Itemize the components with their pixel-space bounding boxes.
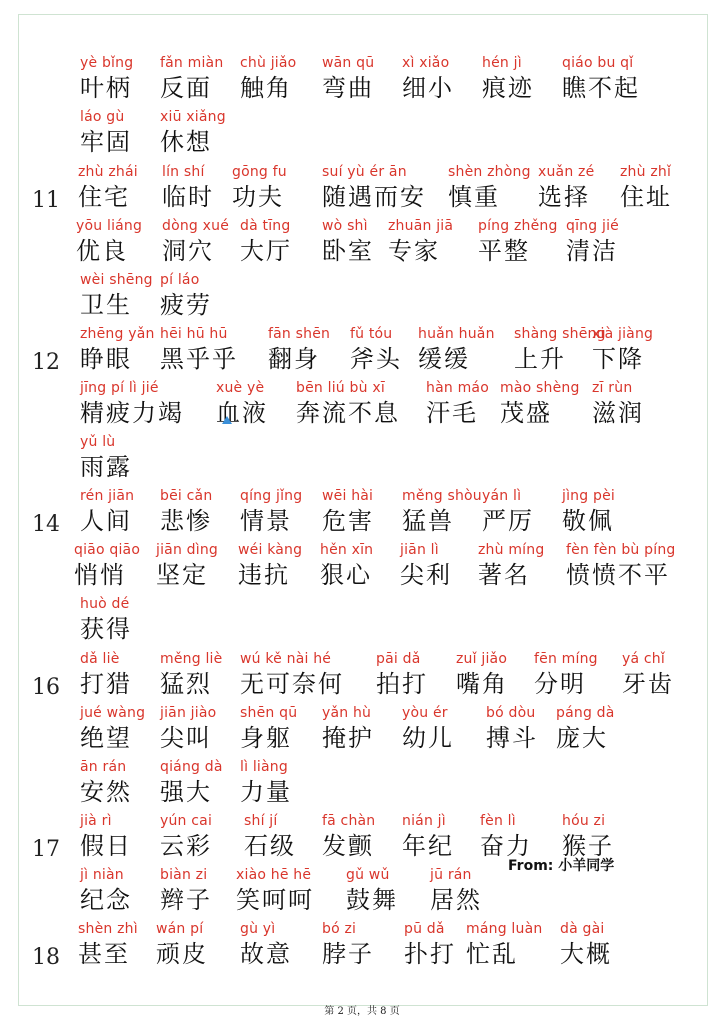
- vocab-row: [0, 325, 724, 381]
- pinyin: qiáng dà: [160, 759, 223, 775]
- vocab-row: [0, 379, 724, 435]
- hanzi: 反面: [160, 74, 212, 102]
- pinyin: jū rán: [430, 867, 472, 883]
- hanzi: 故意: [240, 940, 292, 968]
- lesson-number: 17: [32, 837, 60, 862]
- hanzi: 扑打: [404, 940, 456, 968]
- vocab-word: [566, 541, 675, 591]
- hanzi: 专家: [388, 237, 440, 265]
- vocab-row: [0, 271, 724, 327]
- vocab-word: [80, 487, 134, 537]
- hanzi: 狠心: [320, 561, 372, 589]
- vocab-word: [402, 812, 454, 862]
- hanzi: 牙齿: [622, 670, 674, 698]
- vocab-row: [0, 54, 724, 110]
- hanzi: 著名: [478, 561, 530, 589]
- hanzi: 打猎: [80, 670, 132, 698]
- hanzi: 人间: [80, 507, 132, 535]
- pinyin: jiān lì: [400, 542, 439, 558]
- pinyin: yǎn hù: [322, 705, 372, 721]
- vocab-word: [562, 54, 640, 104]
- vocab-word: [320, 541, 373, 591]
- vocab-row: [0, 541, 724, 597]
- vocab-word: [80, 812, 132, 862]
- hanzi: 分明: [534, 670, 586, 698]
- pinyin: fèn lì: [480, 813, 516, 829]
- vocab-word: [162, 217, 229, 267]
- hanzi: 愤愤不平: [566, 561, 670, 589]
- hanzi: 危害: [322, 507, 374, 535]
- hanzi: 幼儿: [402, 724, 454, 752]
- hanzi: 汗毛: [426, 399, 478, 427]
- hanzi: 雨露: [80, 453, 132, 481]
- pinyin: shàng shēng: [514, 326, 606, 342]
- hanzi: 鼓舞: [346, 886, 398, 914]
- pinyin: qiáo bu qǐ: [562, 55, 634, 71]
- pinyin: měng shòu: [402, 488, 482, 504]
- vocab-word: [80, 379, 184, 429]
- pinyin: jué wàng: [80, 705, 146, 721]
- hanzi: 年纪: [402, 832, 454, 860]
- hanzi: 甚至: [78, 940, 130, 968]
- vocab-row: [0, 487, 724, 543]
- hanzi: 住宅: [78, 183, 130, 211]
- pinyin: mào shèng: [500, 380, 580, 396]
- pinyin: hóu zi: [562, 813, 606, 829]
- vocab-word: [240, 487, 302, 537]
- vocab-word: [240, 54, 296, 104]
- pinyin: pí láo: [160, 272, 200, 288]
- vocab-word: [592, 325, 653, 375]
- pinyin: wèi shēng: [80, 272, 153, 288]
- source-note: From: 小羊同学: [508, 858, 615, 874]
- pinyin: zhuān jiā: [388, 218, 454, 234]
- vocab-word: [240, 704, 297, 754]
- pinyin: hàn máo: [426, 380, 489, 396]
- hanzi: 悲惨: [160, 507, 212, 535]
- hanzi: 猴子: [562, 832, 614, 860]
- vocab-word: [322, 920, 374, 970]
- pinyin: hén jì: [482, 55, 522, 71]
- pinyin: jìng pèi: [562, 488, 615, 504]
- vocab-word: [240, 920, 292, 970]
- pinyin: shēn qū: [240, 705, 298, 721]
- vocab-word: [156, 920, 208, 970]
- hanzi: 纪念: [80, 886, 132, 914]
- hanzi: 卧室: [322, 237, 374, 265]
- pinyin: jiān dìng: [156, 542, 219, 558]
- vocab-word: [562, 487, 615, 537]
- hanzi: 庞大: [556, 724, 608, 752]
- vocab-row: [0, 217, 724, 273]
- hanzi: 睁眼: [80, 345, 132, 373]
- vocab-word: [80, 433, 132, 483]
- vocab-word: [156, 541, 218, 591]
- pinyin: yōu liáng: [76, 218, 143, 234]
- vocab-word: [500, 379, 580, 429]
- hanzi: 茂盛: [500, 399, 552, 427]
- hanzi: 下降: [592, 345, 644, 373]
- vocab-row: [0, 812, 724, 868]
- vocab-word: [296, 379, 400, 429]
- pinyin: jiān jiào: [160, 705, 217, 721]
- pinyin: fǔ tóu: [350, 326, 393, 342]
- vocab-word: [80, 595, 132, 645]
- hanzi: 坚定: [156, 561, 208, 589]
- hanzi: 滋润: [592, 399, 644, 427]
- pinyin: zhù míng: [478, 542, 545, 558]
- hanzi: 优良: [76, 237, 128, 265]
- vocab-word: [236, 866, 314, 916]
- pinyin: zhù zhǐ: [620, 164, 672, 180]
- pinyin: suí yù ér ān: [322, 164, 407, 180]
- vocab-word: [322, 487, 374, 537]
- vocab-word: [240, 217, 292, 267]
- hanzi: 强大: [160, 778, 212, 806]
- hanzi: 休想: [160, 128, 212, 156]
- vocab-word: [322, 54, 374, 104]
- vocab-row: [0, 758, 724, 814]
- pinyin: lì liàng: [240, 759, 288, 775]
- lesson-number: 12: [32, 350, 60, 375]
- hanzi: 云彩: [160, 832, 212, 860]
- vocab-word: [322, 163, 426, 213]
- hanzi: 细小: [402, 74, 454, 102]
- pinyin: zuǐ jiǎo: [456, 651, 508, 667]
- vocab-word: [80, 650, 132, 700]
- hanzi: 违抗: [238, 561, 290, 589]
- pinyin: zhù zhái: [78, 164, 138, 180]
- lesson-number: 14: [32, 512, 60, 537]
- vocab-word: [404, 920, 456, 970]
- hanzi: 弯曲: [322, 74, 374, 102]
- hanzi: 绝望: [80, 724, 132, 752]
- vocab-word: [160, 812, 212, 862]
- hanzi: 平整: [478, 237, 530, 265]
- pinyin: páng dà: [556, 705, 615, 721]
- hanzi: 缓缓: [418, 345, 470, 373]
- pinyin: fān shēn: [268, 326, 331, 342]
- pinyin: píng zhěng: [478, 218, 558, 234]
- hanzi: 清洁: [566, 237, 618, 265]
- vocab-word: [402, 487, 482, 537]
- hanzi: 触角: [240, 74, 292, 102]
- pinyin: qiāo qiāo: [74, 542, 141, 558]
- hanzi: 翻身: [268, 345, 320, 373]
- pinyin: xiào hē hē: [236, 867, 312, 883]
- vocab-word: [240, 758, 292, 808]
- hanzi: 住址: [620, 183, 672, 211]
- vocab-word: [322, 704, 374, 754]
- vocab-word: [376, 650, 428, 700]
- pinyin: bēi cǎn: [160, 488, 213, 504]
- vocab-word: [232, 163, 287, 213]
- pinyin: fā chàn: [322, 813, 376, 829]
- vocab-row: [0, 920, 724, 976]
- vocab-word: [426, 379, 489, 429]
- pinyin: wán pí: [156, 921, 204, 937]
- vocab-word: [244, 812, 296, 862]
- hanzi: 上升: [514, 345, 566, 373]
- vocab-word: [80, 54, 133, 104]
- vocab-row: [0, 108, 724, 164]
- hanzi: 力量: [240, 778, 292, 806]
- vocab-word: [160, 108, 226, 158]
- vocab-word: [556, 704, 615, 754]
- hanzi: 牢固: [80, 128, 132, 156]
- pinyin: wú kě nài hé: [240, 651, 332, 667]
- pinyin: gǔ wǔ: [346, 867, 390, 883]
- pinyin: bēn liú bù xī: [296, 380, 385, 396]
- vocab-word: [160, 325, 238, 375]
- pinyin: lín shí: [162, 164, 205, 180]
- pinyin: gù yì: [240, 921, 276, 937]
- pinyin: nián jì: [402, 813, 446, 829]
- hanzi: 临时: [162, 183, 214, 211]
- vocab-word: [388, 217, 453, 267]
- hanzi: 尖叫: [160, 724, 212, 752]
- vocab-word: [160, 704, 216, 754]
- vocab-word: [160, 650, 222, 700]
- lesson-number: 16: [32, 675, 60, 700]
- pinyin: yán lì: [482, 488, 522, 504]
- vocab-word: [478, 217, 558, 267]
- vocab-word: [482, 54, 534, 104]
- pinyin: hēi hū hū: [160, 326, 228, 342]
- pinyin: qīng jié: [566, 218, 619, 234]
- pinyin: fēn míng: [534, 651, 598, 667]
- hanzi: 随遇而安: [322, 183, 426, 211]
- vocab-word: [418, 325, 495, 375]
- pinyin: wéi kàng: [238, 542, 303, 558]
- hanzi: 血液: [216, 399, 268, 427]
- vocab-word: [160, 758, 223, 808]
- hanzi: 无可奈何: [240, 670, 344, 698]
- vocab-word: [80, 866, 132, 916]
- vocab-word: [622, 650, 674, 700]
- lesson-number: 18: [32, 945, 60, 970]
- vocab-row: [0, 704, 724, 760]
- vocab-word: [78, 163, 138, 213]
- vocab-word: [240, 650, 344, 700]
- hanzi: 获得: [80, 615, 132, 643]
- pinyin: chù jiǎo: [240, 55, 297, 71]
- vocab-word: [620, 163, 672, 213]
- pinyin: pū dǎ: [404, 921, 445, 937]
- pinyin: qíng jǐng: [240, 488, 303, 504]
- vocab-word: [160, 271, 212, 321]
- pinyin: jì niàn: [80, 867, 124, 883]
- vocab-row: [0, 163, 724, 219]
- hanzi: 忙乱: [466, 940, 518, 968]
- vocab-word: [402, 54, 454, 104]
- pinyin: huǎn huǎn: [418, 326, 495, 342]
- vocab-word: [560, 920, 612, 970]
- hanzi: 安然: [80, 778, 132, 806]
- pinyin: wān qū: [322, 55, 375, 71]
- hanzi: 洞穴: [162, 237, 214, 265]
- hanzi: 奔流不息: [296, 399, 400, 427]
- vocab-word: [566, 217, 619, 267]
- vocab-word: [592, 379, 644, 429]
- vocab-word: [160, 487, 212, 537]
- hanzi: 石级: [244, 832, 296, 860]
- hanzi: 慎重: [448, 183, 500, 211]
- vocab-word: [238, 541, 302, 591]
- pinyin: rén jiān: [80, 488, 135, 504]
- pinyin: yá chǐ: [622, 651, 665, 667]
- hanzi: 叶柄: [80, 74, 132, 102]
- pinyin: bó zi: [322, 921, 357, 937]
- vocab-word: [448, 163, 531, 213]
- vocab-word: [160, 866, 212, 916]
- vocab-word: [322, 217, 374, 267]
- hanzi: 大概: [560, 940, 612, 968]
- vocab-word: [80, 758, 132, 808]
- vocab-word: [456, 650, 508, 700]
- pinyin: shí jí: [244, 813, 278, 829]
- hanzi: 脖子: [322, 940, 374, 968]
- pinyin: yòu ér: [402, 705, 448, 721]
- hanzi: 疲劳: [160, 291, 212, 319]
- vocab-word: [350, 325, 402, 375]
- hanzi: 选择: [538, 183, 590, 211]
- pinyin: huò dé: [80, 596, 130, 612]
- accent-triangle-icon: [222, 416, 232, 424]
- pinyin: ān rán: [80, 759, 127, 775]
- vocab-word: [538, 163, 594, 213]
- hanzi: 卫生: [80, 291, 132, 319]
- pinyin: xià jiàng: [592, 326, 654, 342]
- pinyin: xiū xiǎng: [160, 109, 226, 125]
- pinyin: shèn zhì: [78, 921, 138, 937]
- hanzi: 笑呵呵: [236, 886, 314, 914]
- hanzi: 黑乎乎: [160, 345, 238, 373]
- vocab-word: [160, 54, 223, 104]
- hanzi: 悄悄: [74, 561, 126, 589]
- vocab-word: [78, 920, 138, 970]
- vocab-word: [80, 325, 155, 375]
- hanzi: 严厉: [482, 507, 534, 535]
- pinyin: xuǎn zé: [538, 164, 595, 180]
- pinyin: zī rùn: [592, 380, 633, 396]
- page-footer: 第 2 页，共 8 页: [324, 1006, 400, 1017]
- vocab-word: [400, 541, 452, 591]
- hanzi: 猛烈: [160, 670, 212, 698]
- pinyin: xì xiǎo: [402, 55, 450, 71]
- pinyin: zhēng yǎn: [80, 326, 155, 342]
- vocab-word: [162, 163, 214, 213]
- hanzi: 发颤: [322, 832, 374, 860]
- hanzi: 功夫: [232, 183, 284, 211]
- pinyin: měng liè: [160, 651, 223, 667]
- vocab-word: [430, 866, 482, 916]
- vocab-word: [466, 920, 542, 970]
- hanzi: 尖利: [400, 561, 452, 589]
- pinyin: gōng fu: [232, 164, 287, 180]
- hanzi: 精疲力竭: [80, 399, 184, 427]
- pinyin: dǎ liè: [80, 651, 120, 667]
- hanzi: 痕迹: [482, 74, 534, 102]
- pinyin: bó dòu: [486, 705, 536, 721]
- pinyin: wò shì: [322, 218, 368, 234]
- pinyin: jià rì: [80, 813, 112, 829]
- pinyin: dà tīng: [240, 218, 291, 234]
- hanzi: 身躯: [240, 724, 292, 752]
- vocab-row: [0, 866, 724, 922]
- vocab-word: [346, 866, 398, 916]
- vocab-word: [80, 271, 153, 321]
- hanzi: 嘴角: [456, 670, 508, 698]
- pinyin: jīng pí lì jié: [80, 380, 159, 396]
- vocab-word: [486, 704, 538, 754]
- pinyin: yún cai: [160, 813, 213, 829]
- pinyin: pāi dǎ: [376, 651, 421, 667]
- vocab-row: [0, 650, 724, 706]
- vocab-word: [478, 541, 544, 591]
- hanzi: 居然: [430, 886, 482, 914]
- vocab-row: [0, 433, 724, 489]
- hanzi: 掩护: [322, 724, 374, 752]
- vocab-word: [402, 704, 454, 754]
- pinyin: yǔ lù: [80, 434, 116, 450]
- vocab-word: [268, 325, 330, 375]
- hanzi: 假日: [80, 832, 132, 860]
- vocab-word: [322, 812, 375, 862]
- hanzi: 情景: [240, 507, 292, 535]
- hanzi: 斧头: [350, 345, 402, 373]
- pinyin: hěn xīn: [320, 542, 374, 558]
- pinyin: fèn fèn bù píng: [566, 542, 676, 558]
- hanzi: 大厅: [240, 237, 292, 265]
- vocab-word: [74, 541, 140, 591]
- pinyin: xuè yè: [216, 380, 265, 396]
- pinyin: wēi hài: [322, 488, 374, 504]
- vocab-word: [482, 487, 534, 537]
- vocab-word: [76, 217, 142, 267]
- vocab-word: [80, 108, 132, 158]
- vocab-row: [0, 595, 724, 651]
- pinyin: fǎn miàn: [160, 55, 224, 71]
- pinyin: máng luàn: [466, 921, 543, 937]
- vocab-word: [534, 650, 598, 700]
- pinyin: shèn zhòng: [448, 164, 531, 180]
- pinyin: dà gài: [560, 921, 605, 937]
- pinyin: yè bǐng: [80, 55, 134, 71]
- vocab-word: [80, 704, 145, 754]
- hanzi: 搏斗: [486, 724, 538, 752]
- pinyin: biàn zi: [160, 867, 208, 883]
- hanzi: 辫子: [160, 886, 212, 914]
- hanzi: 瞧不起: [562, 74, 640, 102]
- hanzi: 拍打: [376, 670, 428, 698]
- pinyin: láo gù: [80, 109, 125, 125]
- hanzi: 顽皮: [156, 940, 208, 968]
- pinyin: dòng xué: [162, 218, 230, 234]
- hanzi: 敬佩: [562, 507, 614, 535]
- hanzi: 猛兽: [402, 507, 454, 535]
- hanzi: 奋力: [480, 832, 532, 860]
- lesson-number: 11: [32, 188, 60, 213]
